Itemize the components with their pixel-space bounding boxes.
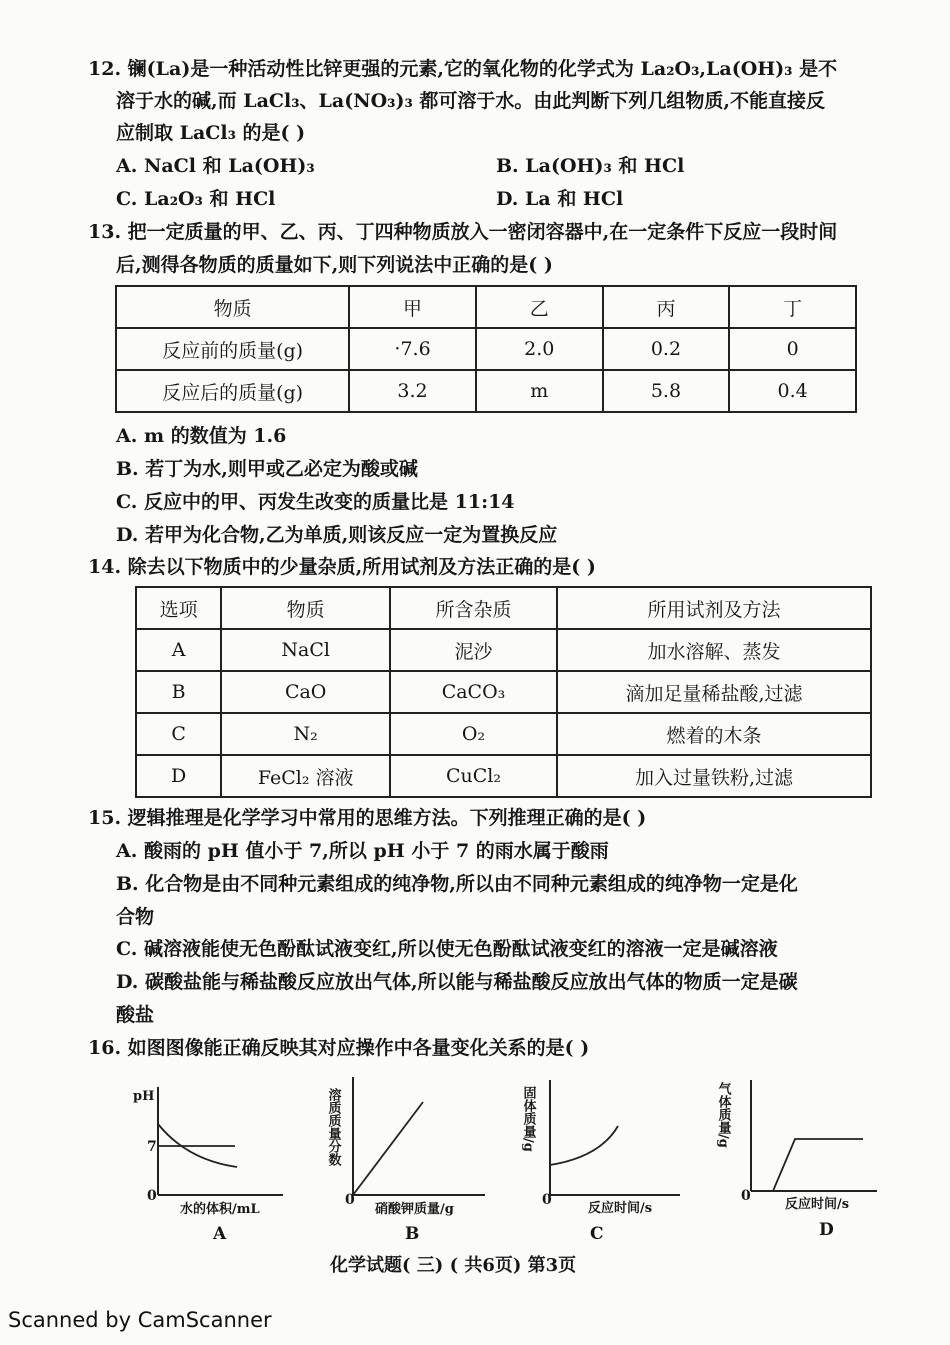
- table-cell: O₂: [390, 713, 557, 755]
- table-cell: 所含杂质: [390, 587, 557, 629]
- chart-b-caption: B: [405, 1224, 420, 1244]
- chart-d-ylabel: 气体质量/g: [715, 1082, 731, 1148]
- page-footer: 化学试题( 三) ( 共6页) 第3页: [330, 1255, 577, 1276]
- chart-d-origin: 0: [741, 1188, 751, 1204]
- q15-option-d-line2: 酸盐: [116, 1004, 155, 1026]
- q13-option-a: A. m 的数值为 1.6: [116, 425, 287, 447]
- q13-option-c: C. 反应中的甲、丙发生改变的质量比是 11:14: [116, 491, 515, 513]
- chart-d-caption: D: [819, 1220, 834, 1240]
- table-header-row: [136, 587, 871, 629]
- chart-c-origin: 0: [542, 1192, 552, 1208]
- table-cell: 燃着的木条: [557, 713, 871, 755]
- q12-line3: 应制取 LaCl₃ 的是( ): [116, 122, 306, 144]
- table-header-row: [116, 286, 856, 328]
- table-row: [136, 629, 871, 671]
- table-cell: N₂: [221, 713, 390, 755]
- scanner-watermark: Scanned by CamScanner: [8, 1308, 272, 1332]
- chart-a-ylabel: pH: [133, 1089, 155, 1104]
- table-cell: 加水溶解、蒸发: [557, 629, 871, 671]
- table-cell: D: [136, 755, 221, 797]
- table-cell: NaCl: [221, 629, 390, 671]
- table-cell: C: [136, 713, 221, 755]
- chart-c: [520, 1072, 695, 1247]
- q13-line2: 后,测得各物质的质量如下,则下列说法中正确的是( ): [116, 254, 553, 276]
- chart-b-ylabel: [326, 1087, 342, 1167]
- q15-option-c: C. 碱溶液能使无色酚酞试液变红,所以使无色酚酞试液变红的溶液一定是碱溶液: [116, 938, 778, 960]
- chart-d-xlabel: 反应时间/s: [785, 1197, 850, 1212]
- table-cell: A: [136, 629, 221, 671]
- chart-d-line: [773, 1139, 863, 1191]
- chart-c-xlabel: 反应时间/s: [588, 1201, 653, 1216]
- table-row: [136, 713, 871, 755]
- q15-option-b-line1: B. 化合物是由不同种元素组成的纯净物,所以由不同种元素组成的纯净物一定是化: [116, 873, 798, 895]
- table-cell: 泥沙: [390, 629, 557, 671]
- table-cell: 反应前的质量(g): [116, 328, 349, 370]
- chart-c-ylabel: 固体质量/g: [520, 1086, 536, 1152]
- table-cell: 反应后的质量(g): [116, 370, 349, 412]
- q12-option-d: D. La 和 HCl: [496, 188, 624, 210]
- chart-b-line: [353, 1102, 423, 1195]
- table-cell: 物质: [116, 286, 349, 328]
- table-cell: B: [136, 671, 221, 713]
- table-cell: CuCl₂: [390, 755, 557, 797]
- table-cell: CaCO₃: [390, 671, 557, 713]
- table-cell: 0: [729, 328, 856, 370]
- table-row: [116, 328, 856, 370]
- table-cell: m: [476, 370, 603, 412]
- table-cell: 2.0: [476, 328, 603, 370]
- chart-a: [125, 1072, 295, 1247]
- q12-option-b: B. La(OH)₃ 和 HCl: [496, 155, 685, 177]
- table-cell: 所用试剂及方法: [557, 587, 871, 629]
- table-row: [136, 755, 871, 797]
- chart-b-origin: 0: [345, 1192, 355, 1208]
- chart-a-caption: A: [213, 1224, 227, 1244]
- chart-b-ylabel-text: 溶质质量分数: [325, 1088, 341, 1166]
- q12-option-a: A. NaCl 和 La(OH)₃: [116, 155, 315, 177]
- table-cell: 丁: [729, 286, 856, 328]
- table-cell: 物质: [221, 587, 390, 629]
- table-cell: 甲: [349, 286, 476, 328]
- chart-d: [715, 1072, 890, 1247]
- q14-impurity-table: [135, 586, 872, 798]
- table-cell: 3.2: [349, 370, 476, 412]
- table-cell: 丙: [603, 286, 730, 328]
- q13-option-d: D. 若甲为化合物,乙为单质,则该反应一定为置换反应: [116, 524, 558, 546]
- table-cell: 选项: [136, 587, 221, 629]
- table-cell: CaO: [221, 671, 390, 713]
- q15-option-a: A. 酸雨的 pH 值小于 7,所以 pH 小于 7 的雨水属于酸雨: [116, 840, 609, 862]
- q12-line1: 12. 镧(La)是一种活动性比锌更强的元素,它的氧化物的化学式为 La₂O₃,La(OH)₃ 是不: [88, 58, 838, 80]
- q15-option-d-line1: D. 碳酸盐能与稀盐酸反应放出气体,所以能与稀盐酸反应放出气体的物质一定是碳: [116, 971, 798, 993]
- chart-c-caption: C: [590, 1224, 604, 1244]
- q13-line1: 13. 把一定质量的甲、乙、丙、丁四种物质放入一密闭容器中,在一定条件下反应一段时间: [88, 221, 838, 243]
- chart-a-tick-7: 7: [147, 1139, 157, 1155]
- q15-line1: 15. 逻辑推理是化学学习中常用的思维方法。下列推理正确的是( ): [88, 807, 647, 829]
- chart-b: [325, 1072, 500, 1247]
- q12-line2: 溶于水的碱,而 LaCl₃、La(NO₃)₃ 都可溶于水。由此判断下列几组物质,不能直接反: [116, 90, 826, 112]
- table-cell: 5.8: [603, 370, 730, 412]
- q13-mass-table: [115, 285, 857, 413]
- q13-option-b: B. 若丁为水,则甲或乙必定为酸或碱: [116, 458, 418, 480]
- q16-line1: 16. 如图图像能正确反映其对应操作中各量变化关系的是( ): [88, 1037, 590, 1059]
- chart-a-xlabel: 水的体积/mL: [180, 1202, 260, 1217]
- table-cell: FeCl₂ 溶液: [221, 755, 390, 797]
- table-cell: 乙: [476, 286, 603, 328]
- table-row: [116, 370, 856, 412]
- table-row: [136, 671, 871, 713]
- q15-option-b-line2: 合物: [116, 906, 155, 928]
- chart-a-origin: 0: [147, 1188, 157, 1204]
- chart-c-curve: [550, 1126, 618, 1165]
- q12-option-c: C. La₂O₃ 和 HCl: [116, 188, 276, 210]
- table-cell: 滴加足量稀盐酸,过滤: [557, 671, 871, 713]
- chart-b-xlabel: 硝酸钾质量/g: [375, 1202, 454, 1217]
- table-cell: ·7.6: [349, 328, 476, 370]
- table-cell: 0.4: [729, 370, 856, 412]
- q14-line1: 14. 除去以下物质中的少量杂质,所用试剂及方法正确的是( ): [88, 556, 596, 578]
- table-cell: 0.2: [603, 328, 730, 370]
- table-cell: 加入过量铁粉,过滤: [557, 755, 871, 797]
